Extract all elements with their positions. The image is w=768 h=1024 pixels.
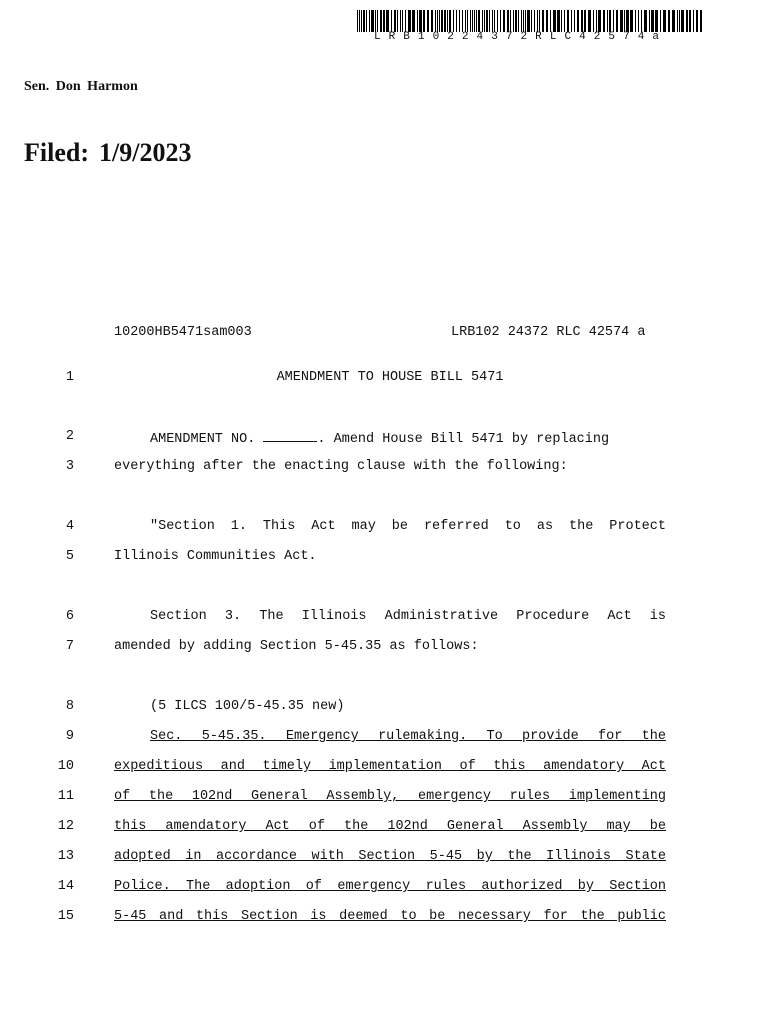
barcode-bar [527,10,530,32]
barcode-bar [620,10,623,32]
barcode-bar [542,10,544,32]
barcode-bar [467,10,468,32]
barcode-bar [655,10,658,32]
amendment-title: AMENDMENT TO HOUSE BILL 5471 [276,370,504,385]
line-text: Section 3. The Illinois Administrative Procedure Act is [150,609,666,624]
bill-line [0,429,768,447]
line-number: 8 [65,699,74,714]
bill-line [0,459,768,477]
line-text: of the 102nd General Assembly, emergency rules implementing [114,789,666,804]
line-text: adopted in accordance with Section 5-45 by the Illinois State [114,849,666,864]
barcode-bar [386,10,389,32]
barcode-bar [700,10,702,32]
barcode-bar [518,10,519,32]
line-number: 5 [65,549,74,564]
bill-line [0,759,768,777]
barcode-bar [607,10,608,32]
barcode-bar [419,10,422,32]
barcode-bar [598,10,601,32]
barcode-bar [521,10,522,32]
barcode-bar [476,10,477,32]
barcode-bar [447,10,448,32]
line-number: 11 [57,789,74,804]
barcode-bar [693,10,694,32]
barcode-bar [567,10,569,32]
barcode-bar [444,10,446,32]
barcode-bar [408,10,411,32]
barcode-bar [366,10,367,32]
barcode-bar [397,10,398,32]
line-number: 13 [57,849,74,864]
barcode-bar [377,10,378,32]
barcode-bar [660,10,661,32]
barcode-bar [482,10,483,32]
barcode-bar [369,10,370,32]
line-text: expeditious and timely implementation of this amendatory Act [114,759,666,774]
line-number: 14 [57,879,74,894]
barcode-bar [402,10,403,32]
barcode-bar [616,10,618,32]
barcode-bar [500,10,501,32]
barcode-bar [561,10,562,32]
barcode-bar [423,10,425,32]
barcode-bar [459,10,460,32]
barcode-bar [492,10,493,32]
barcode-bar [571,10,572,32]
line-text: this amendatory Act of the 102nd General Assembly may be [114,819,666,834]
barcode-bar [431,10,433,32]
barcode-bar [588,10,591,32]
bill-line [0,519,768,537]
barcode-bar [649,10,650,32]
barcode-bar [679,10,680,32]
barcode-bar [363,10,365,32]
amendment-no-label: AMENDMENT NO. [150,432,264,447]
bill-line [0,729,768,747]
line-number: 1 [65,370,74,385]
barcode-bar [510,10,511,32]
barcode-bar [478,10,480,32]
barcode-bar [609,10,611,32]
line-number: 2 [65,429,74,444]
line-number: 15 [57,909,74,924]
barcode-bar [574,10,575,32]
filed-line [24,138,191,168]
line-number: 3 [65,459,74,474]
barcode-bars [357,10,702,32]
statute-citation: (5 ILCS 100/5-45.35 new) [150,699,345,714]
barcode-bar [494,10,495,32]
barcode-bar [651,10,654,32]
barcode-bar [534,10,535,32]
line-number: 12 [57,819,74,834]
barcode-bar [380,10,382,32]
bill-line [0,879,768,897]
barcode-bar [689,10,691,32]
barcode-bar [474,10,475,32]
barcode-bar [553,10,556,32]
barcode-bar [581,10,583,32]
lrb-reference: LRB102 24372 RLC 42574 a [451,325,646,340]
line-text: everything after the enacting clause with the following: [114,459,568,474]
barcode-bar [537,10,538,32]
barcode-bar [681,10,684,32]
barcode-bar [375,10,376,32]
barcode-bar [472,10,473,32]
line-text: Illinois Communities Act. [114,549,317,564]
barcode-bar [361,10,362,32]
line-number: 4 [65,519,74,534]
barcode-bar [497,10,498,32]
line-text: "Section 1. This Act may be referred to as the Protect [150,519,666,534]
barcode-bar [539,10,540,32]
barcode-bar [371,10,374,32]
barcode-bar [435,10,436,32]
barcode-bar [453,10,454,32]
barcode-bar [641,10,642,32]
bill-line [0,609,768,627]
barcode-bar [456,10,457,32]
barcode-bar [626,10,629,32]
sponsor-name: Sen. Don Harmon [24,79,138,94]
barcode-bar [564,10,565,32]
barcode-bar [484,10,485,32]
barcode-bar [638,10,639,32]
barcode-bar [391,10,392,32]
line-number: 6 [65,609,74,624]
barcode-bar [677,10,678,32]
bill-line [0,699,768,717]
line-text: Police. The adoption of emergency rules authorized by Section [114,879,666,894]
barcode-bar [525,10,526,32]
barcode-bar [603,10,605,32]
barcode-bar [513,10,514,32]
barcode-bar [624,10,625,32]
barcode-bar [437,10,438,32]
barcode-bar [531,10,532,32]
barcode-bar [696,10,698,32]
barcode-bar [470,10,471,32]
barcode-bar [465,10,466,32]
barcode-bar [550,10,551,32]
barcode-bar [663,10,666,32]
barcode-text: LRB10224372RLC42574a [374,31,668,43]
barcode-bar [596,10,597,32]
barcode-bar [630,10,633,32]
barcode-bar [557,10,560,32]
barcode-bar [503,10,505,32]
barcode-bar [394,10,396,32]
barcode-bar [584,10,586,32]
barcode-bar [439,10,440,32]
barcode-bar [400,10,401,32]
barcode-bar [507,10,509,32]
barcode-bar [644,10,647,32]
barcode-bar [635,10,636,32]
line-number: 9 [65,729,74,744]
bill-line [0,909,768,927]
line-text: 5-45 and this Section is deemed to be necessary for the public [114,909,666,924]
amendment-number-blank [263,429,317,442]
barcode-bar [686,10,688,32]
barcode-bar [462,10,463,32]
barcode-bar [668,10,670,32]
barcode-bar [405,10,406,32]
bill-line [0,370,768,388]
line-text-rest: . Amend House Bill 5471 by replacing [317,432,610,447]
bill-line [0,819,768,837]
bill-line [0,849,768,867]
line-number: 7 [65,639,74,654]
barcode-bar [546,10,548,32]
line-text: amended by adding Section 5-45.35 as follows: [114,639,479,654]
barcode-bar [523,10,524,32]
barcode-bar [515,10,517,32]
bill-line [0,789,768,807]
barcode-bar [441,10,443,32]
barcode-bar [577,10,579,32]
line-text [114,429,666,447]
barcode-bar [489,10,490,32]
barcode-bar [357,10,358,32]
bill-line [0,639,768,657]
barcode-bar [449,10,451,32]
barcode-bar [412,10,415,32]
filed-date: 1/9/2023 [99,138,192,167]
barcode-bar [593,10,594,32]
line-number: 10 [57,759,74,774]
barcode-bar [672,10,675,32]
barcode-bar [427,10,429,32]
barcode-bar [613,10,614,32]
line-text: Sec. 5-45.35. Emergency rulemaking. To provide for the [150,729,666,744]
document-id: 10200HB5471sam003 [114,325,252,340]
bill-line [0,549,768,567]
barcode-bar [383,10,385,32]
barcode-bar [417,10,418,32]
filed-label: Filed: [24,138,89,167]
barcode-bar [359,10,360,32]
barcode-bar [486,10,488,32]
